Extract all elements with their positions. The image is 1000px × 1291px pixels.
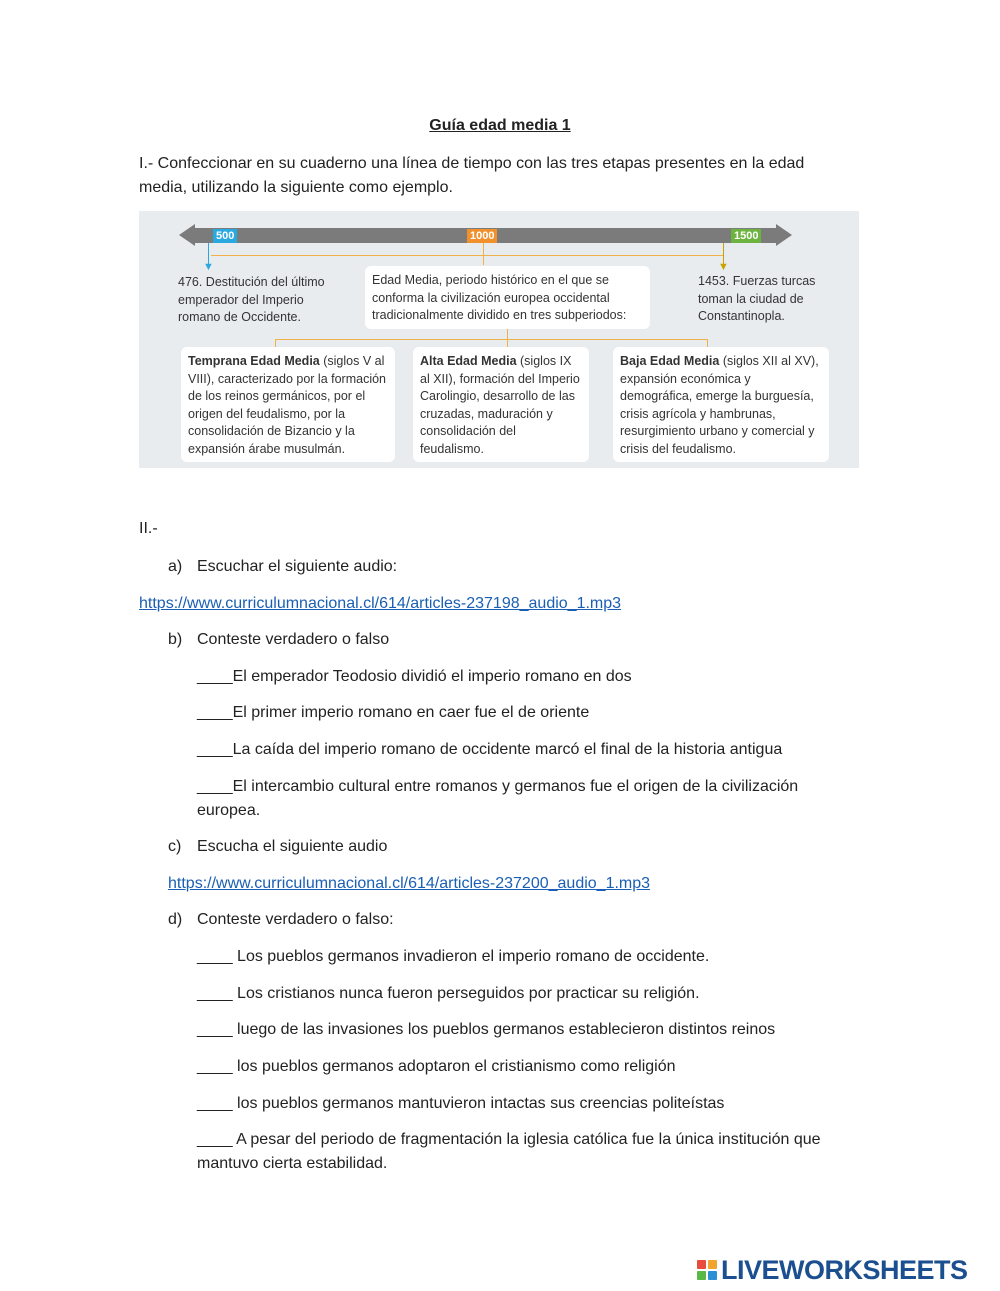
- event-476: 476. Destitución del último emperador del Imperio romano de Occidente.: [178, 275, 325, 324]
- tick-500-arrow-icon: ▼: [203, 261, 214, 273]
- connector-top-horizontal: [211, 255, 723, 256]
- year-label-1500: 1500: [731, 229, 761, 243]
- timeline-figure: [139, 211, 859, 468]
- period-alta-name: Alta Edad Media: [420, 354, 517, 368]
- item-d-text: Conteste verdadero o falso:: [197, 911, 394, 928]
- item-c-text: Escucha el siguiente audio: [197, 838, 388, 855]
- item-b-text: Conteste verdadero o falso: [197, 631, 390, 648]
- event-1453: 1453. Fuerzas turcas toman la ciudad de Constantinopla.: [698, 274, 816, 323]
- period-baja-name: Baja Edad Media: [620, 354, 720, 368]
- item-a-label: a): [168, 558, 183, 575]
- year-label-500: 500: [213, 229, 237, 243]
- year-label-1000: 1000: [467, 229, 497, 243]
- connector-center-top: [483, 243, 484, 265]
- logo-block-e: [708, 1271, 717, 1280]
- item-b-label: b): [168, 631, 183, 648]
- question-d-1[interactable]: ____ Los pueblos germanos invadieron el imperio romano de occidente.: [197, 948, 710, 965]
- item-d-label: d): [168, 911, 183, 928]
- question-d-4[interactable]: ____ los pueblos germanos adoptaron el cristianismo como religión: [197, 1058, 676, 1075]
- audio-link-2[interactable]: https://www.curriculumnacional.cl/614/articles-237200_audio_1.mp3: [168, 875, 651, 892]
- question-b-3[interactable]: ____La caída del imperio romano de occidente marcó el final de la historia antigua: [197, 741, 783, 758]
- period-baja-text: (siglos XII al XV), expansión económica y demográfica, emerge la burguesía, crisis agrícola y hambrunas, resurgimiento urbano y comercial y crisis del feudalismo.: [620, 354, 819, 456]
- question-d-6[interactable]: ____ A pesar del periodo de fragmentación la iglesia católica fue la única institución que mantuvo cierta estabilidad.: [197, 1131, 821, 1172]
- question-b-2[interactable]: ____El primer imperio romano en caer fue el de oriente: [197, 704, 590, 721]
- connector-bottom-horizontal: [275, 339, 707, 340]
- timeline-arrow-right-icon: [776, 224, 792, 246]
- logo-text: LIVEWORKSHEETS: [721, 1254, 968, 1285]
- question-d-2[interactable]: ____ Los cristianos nunca fueron perseguidos por practicar su religión.: [197, 985, 700, 1002]
- question-d-3[interactable]: ____ luego de las invasiones los pueblos germanos establecieron distintos reinos: [197, 1021, 776, 1038]
- tick-1500-arrow-icon: ▼: [718, 261, 729, 273]
- logo-blocks-icon: [697, 1260, 717, 1280]
- period-temprana: [181, 347, 395, 462]
- period-temprana-text: (siglos V al VIII), caracterizado por la formación de los reinos germánicos, por el origen del feudalismo, por la consolidación de Bizancio y la expansión árabe musulmán.: [188, 354, 386, 456]
- period-alta: [413, 347, 589, 462]
- audio-link-1[interactable]: https://www.curriculumnacional.cl/614/articles-237198_audio_1.mp3: [139, 595, 622, 612]
- edad-media-definition: Edad Media, periodo histórico en el que se conforma la civilización europea occidental tradicionalmente dividido en tres subperiodos:: [365, 266, 650, 329]
- period-baja: [613, 347, 829, 462]
- period-temprana-name: Temprana Edad Media: [188, 354, 320, 368]
- section-2-heading: II.-: [139, 520, 158, 537]
- question-d-5[interactable]: ____ los pueblos germanos mantuvieron intactas sus creencias politeístas: [197, 1095, 725, 1112]
- liveworksheets-logo: [697, 1255, 968, 1285]
- question-b-4[interactable]: ____El intercambio cultural entre romanos y germanos fue el origen de la civilización europea.: [197, 778, 799, 819]
- period-alta-text: (siglos IX al XII), formación del Imperio Carolingio, desarrollo de las cruzadas, maduración y consolidación del feudalismo.: [420, 354, 580, 456]
- logo-block-i: [708, 1260, 717, 1269]
- question-b-1[interactable]: ____El emperador Teodosio dividió el imperio romano en dos: [197, 668, 632, 685]
- item-a-text: Escuchar el siguiente audio:: [197, 558, 398, 575]
- logo-block-v: [697, 1271, 706, 1280]
- item-c-label: c): [168, 838, 182, 855]
- logo-block-l: [697, 1260, 706, 1269]
- timeline-arrow-left-icon: [179, 224, 195, 246]
- section-1-instruction: I.- Confeccionar en su cuaderno una línea de tiempo con las tres etapas presentes en la edad media, utilizando la siguiente como ejemplo.: [139, 155, 805, 196]
- page-title: Guía edad media 1: [429, 117, 571, 134]
